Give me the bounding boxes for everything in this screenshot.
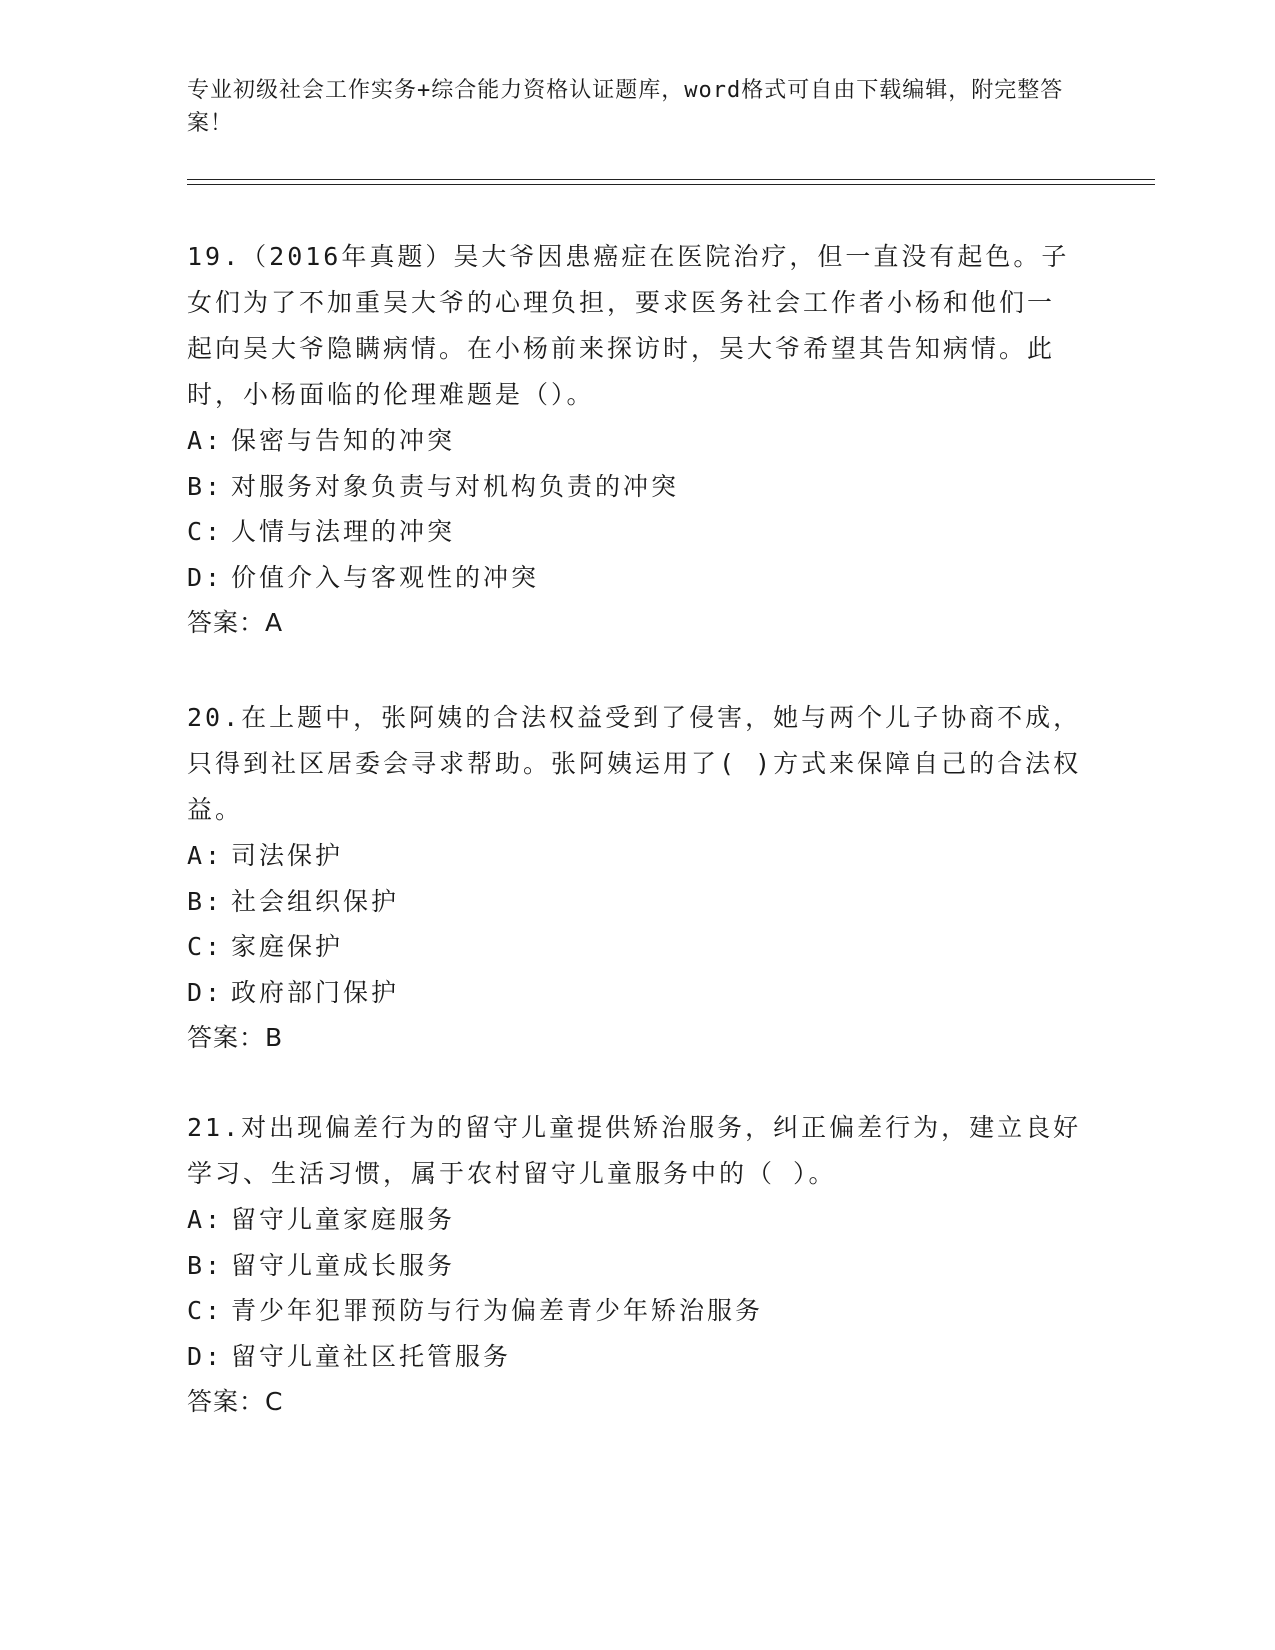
header-text: 专业初级社会工作实务+综合能力资格认证题库，word格式可自由下载编辑，附完整答案！ — [187, 78, 1064, 136]
option-text: 保密与告知的冲突 — [231, 426, 456, 455]
option-letter: A: — [187, 1205, 224, 1234]
option-letter: D: — [187, 562, 224, 592]
option-letter: B: — [187, 886, 224, 916]
option-letter: A: — [187, 426, 224, 455]
answer-line: 答案：B — [187, 1023, 284, 1052]
option-a — [187, 418, 1082, 464]
header-divider-bottom — [187, 184, 1155, 185]
question-21 — [187, 1105, 1082, 1425]
option-text: 人情与法理的冲突 — [231, 517, 456, 546]
option-letter: C: — [187, 517, 224, 546]
option-text: 司法保护 — [231, 841, 344, 870]
option-d — [187, 1334, 1082, 1380]
option-d — [187, 555, 1082, 601]
option-a — [187, 1197, 1082, 1243]
question-stem: 21.对出现偏差行为的留守儿童提供矫治服务，纠正偏差行为，建立良好学习、生活习惯，属于农村留守儿童服务中的（ ）。 — [187, 1113, 1082, 1188]
option-text: 政府部门保护 — [231, 977, 400, 1007]
answer-line: 答案：C — [187, 1387, 284, 1416]
question-20 — [187, 695, 1082, 1061]
option-letter: D: — [187, 1341, 224, 1371]
option-letter: B: — [187, 471, 224, 501]
answer-line: 答案：A — [187, 608, 284, 637]
option-text: 留守儿童社区托管服务 — [231, 1341, 512, 1371]
option-letter: B: — [187, 1250, 224, 1280]
option-a — [187, 833, 1082, 879]
option-text: 青少年犯罪预防与行为偏差青少年矫治服务 — [231, 1296, 764, 1325]
option-d — [187, 970, 1082, 1016]
option-text: 价值介入与客观性的冲突 — [231, 562, 540, 592]
option-letter: D: — [187, 977, 224, 1007]
option-text: 留守儿童家庭服务 — [231, 1205, 456, 1234]
option-c — [187, 924, 1082, 970]
question-stem: 19.（2016年真题）吴大爷因患癌症在医院治疗，但一直没有起色。子女们为了不加重吴大爷的心理负担，要求医务社会工作者小杨和他们一起向吴大爷隐瞒病情。在小杨前来探访时，吴大爷希望其告知病情。此时，小杨面临的伦理难题是（）。 — [187, 242, 1070, 409]
option-text: 留守儿童成长服务 — [231, 1250, 456, 1280]
option-b — [187, 1243, 1082, 1289]
header-divider-top — [187, 179, 1155, 180]
question-stem: 20.在上题中，张阿姨的合法权益受到了侵害，她与两个儿子协商不成，只得到社区居委会寻求帮助。张阿姨运用了( )方式来保障自己的合法权益。 — [187, 703, 1082, 824]
document-header — [187, 74, 1077, 140]
option-b — [187, 464, 1082, 510]
option-letter: A: — [187, 841, 224, 870]
option-b — [187, 879, 1082, 925]
option-letter: C: — [187, 932, 224, 961]
option-text: 对服务对象负责与对机构负责的冲突 — [231, 471, 680, 501]
option-text: 家庭保护 — [231, 932, 344, 961]
option-c — [187, 509, 1082, 555]
option-c — [187, 1288, 1082, 1334]
option-letter: C: — [187, 1296, 224, 1325]
question-19 — [187, 234, 1082, 646]
option-text: 社会组织保护 — [231, 886, 400, 916]
